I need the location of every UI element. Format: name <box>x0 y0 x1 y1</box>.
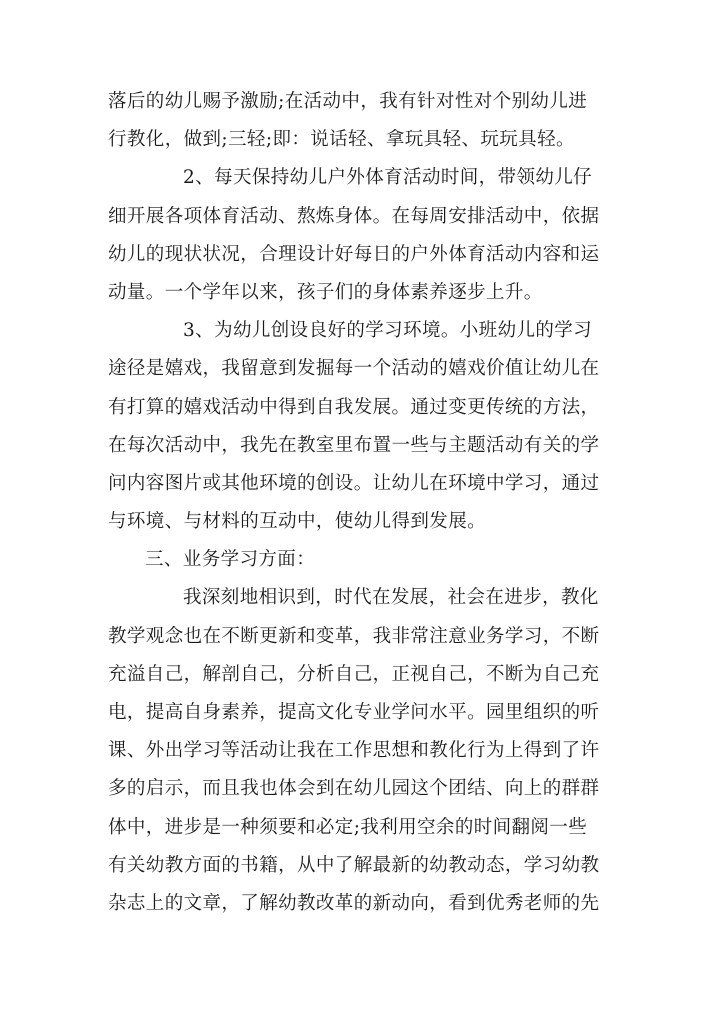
document-page <box>108 83 608 923</box>
paragraph-start-line: 3、为幼儿创设良好的学习环境。小班幼儿的学习 <box>183 320 593 342</box>
paragraph-start-line: 2、每天保持幼儿户外体育活动时间，带领幼儿仔 <box>183 167 593 189</box>
text-line: 充溢自己，解剖自己，分析自己，正视自己，不断为自己充 <box>108 663 600 685</box>
text-line: 落后的幼儿赐予激励;在活动中，我有针对性对个别幼儿进 <box>108 91 588 112</box>
text-line: 课、外出学习等活动让我在工作思想和教化行为上得到了许 <box>108 740 600 762</box>
text-line: 行教化，做到;三轻;即：说话轻、拿玩具轻、玩玩具轻。 <box>108 129 575 151</box>
text-line: 杂志上的文章，了解幼教改革的新动向，看到优秀老师的先 <box>108 892 600 914</box>
text-line: 问内容图片或其他环境的创设。让幼儿在环境中学习，通过 <box>108 472 600 494</box>
text-line: 多的启示，而且我也体会到在幼儿园这个团结、向上的群群 <box>108 778 600 800</box>
text-line: 幼儿的现状状况，合理设计好每日的户外体育活动内容和运 <box>108 243 600 265</box>
text-line: 在每次活动中，我先在教室里布置一些与主题活动有关的学 <box>108 434 600 456</box>
text-line: 有关幼教方面的书籍，从中了解最新的幼教动态，学习幼教 <box>108 854 600 876</box>
paragraph-start-line: 我深刻地相识到，时代在发展，社会在进步，教化 <box>183 587 599 609</box>
text-line: 动量。一个学年以来，孩子们的身体素养逐步上升。 <box>108 281 543 303</box>
text-line: 有打算的嬉戏活动中得到自我发展。通过变更传统的方法， <box>108 396 600 418</box>
text-line: 与环境、与材料的互动中，使幼儿得到发展。 <box>108 511 487 533</box>
section-heading: 三、业务学习方面： <box>145 549 316 571</box>
text-line: 电，提高自身素养，提高文化专业学问水平。园里组织的听 <box>108 702 600 723</box>
text-line: 教学观念也在不断更新和变革，我非常注意业务学习，不断 <box>108 625 600 647</box>
text-line: 细开展各项体育活动、熬炼身体。在每周安排活动中，依据 <box>108 205 600 227</box>
text-line: 体中，进步是一种须要和必定;我利用空余的时间翻阅一些 <box>108 816 588 838</box>
text-line: 途径是嬉戏，我留意到发掘每一个活动的嬉戏价值让幼儿在 <box>108 358 600 380</box>
